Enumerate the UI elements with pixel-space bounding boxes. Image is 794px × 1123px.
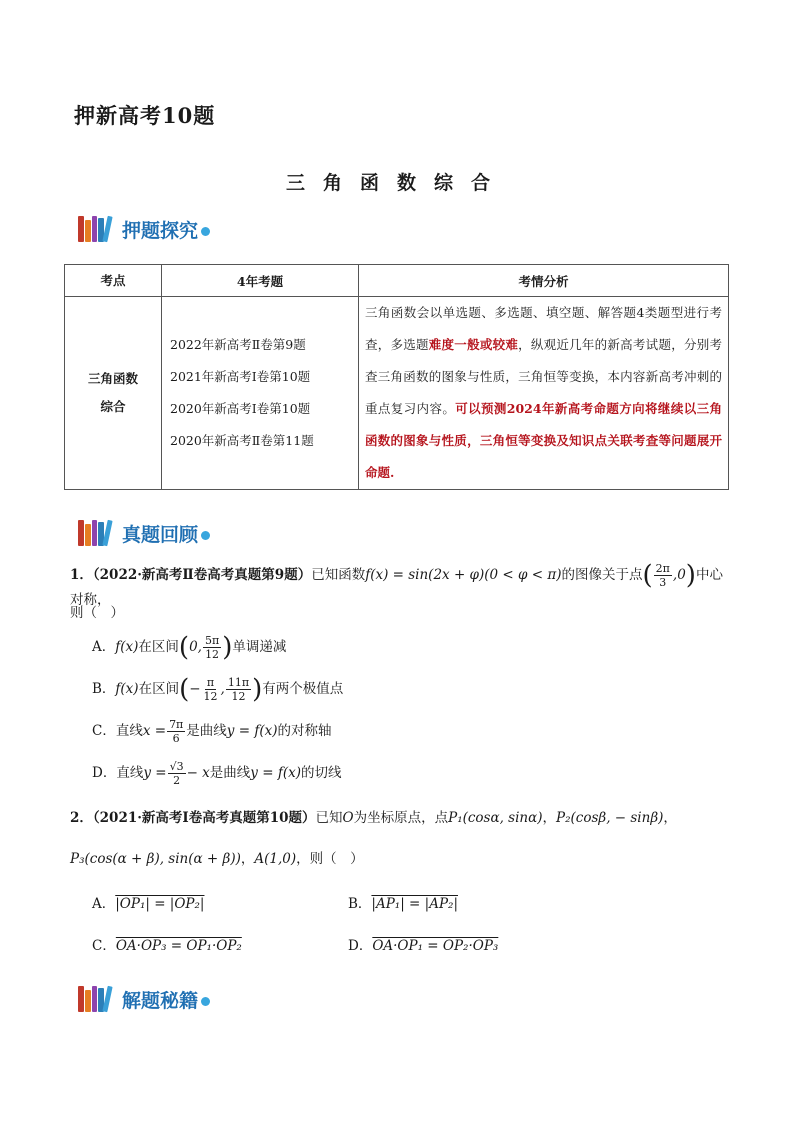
- stem-text: ，: [240, 851, 255, 867]
- section-dot-icon: [201, 997, 210, 1006]
- year-item: 2022年新高考Ⅱ卷第9题: [170, 337, 306, 352]
- question-1-stem-end: 则（ ）: [70, 605, 124, 621]
- option-label: B．: [348, 896, 372, 912]
- exam-analysis-table: [64, 264, 729, 490]
- function-expression: f(x) = sin(2x + φ)(0 < φ < π): [365, 567, 562, 583]
- fraction-denominator: 12: [231, 690, 246, 703]
- math-expr: y = f(x): [226, 723, 278, 739]
- option-label: D．: [348, 938, 373, 954]
- fraction: [202, 676, 220, 703]
- analysis-red-2: 可以预测2024年新高考命题方向将继续以三角函数的图象与性质，三角恒等变换及知识点关联考查等问题展开命题.: [365, 401, 722, 480]
- option-text: 是曲线: [186, 723, 227, 739]
- fraction-numerator: √3: [169, 760, 184, 773]
- stem-text: ，: [542, 810, 557, 826]
- stem-text: 已知: [315, 810, 343, 826]
- topic-line1: 三角函数: [87, 371, 138, 386]
- fraction-numerator: 5π: [204, 634, 220, 647]
- math-expr: |OP₁| = |OP₂|: [115, 896, 205, 912]
- fraction-numerator: π: [206, 676, 215, 689]
- fraction-denominator: 6: [172, 732, 180, 745]
- table-header-row: [65, 265, 729, 297]
- fraction-numerator: 2π: [655, 562, 670, 575]
- q2-option-a[interactable]: [92, 892, 204, 912]
- math-expr: f(x): [115, 681, 139, 697]
- math-expr: |AP₁| = |AP₂|: [371, 896, 458, 912]
- section-explore-heading: [78, 214, 210, 244]
- fraction-numerator: 11π: [227, 676, 250, 689]
- document-title: 押新高考10题: [74, 103, 216, 128]
- document-subtitle: 三角函数综合: [285, 172, 508, 194]
- q2-option-d[interactable]: [348, 934, 498, 954]
- fraction-denominator: 12: [203, 690, 218, 703]
- analysis-cell: [359, 297, 729, 490]
- section-dot-icon: [201, 531, 210, 540]
- table-header-years: 4年考题: [162, 265, 359, 297]
- section-secrets-heading: [78, 984, 210, 1014]
- math-expr: − x: [186, 765, 210, 781]
- section-explore-label: 押题探究: [122, 219, 199, 242]
- books-icon: [78, 984, 120, 1014]
- topic-cell: [65, 297, 162, 490]
- years-cell: [162, 297, 359, 490]
- option-text: 有两个极值点: [262, 681, 344, 697]
- fraction: [226, 676, 251, 703]
- table-row: [65, 297, 729, 490]
- question-source: （2022·新高考Ⅱ卷高考真题第9题）: [92, 567, 312, 583]
- table-header-topic: 考点: [65, 265, 162, 297]
- math-expr: y = f(x): [250, 765, 301, 781]
- q1-option-c[interactable]: [92, 718, 331, 745]
- question-2-stem: [70, 807, 730, 829]
- math-expr: OA·OP₁ = OP₂·OP₃: [372, 938, 499, 954]
- math-expr: ,: [220, 681, 225, 697]
- stem-text: ，: [663, 810, 677, 826]
- math-expr: P₁(cosα, sinα): [448, 810, 543, 826]
- math-expr: 0,: [189, 639, 202, 655]
- point-fraction: [654, 562, 672, 589]
- question-source: （2021·新高考Ⅰ卷高考真题第10题）: [92, 810, 316, 826]
- fraction: [203, 634, 221, 661]
- books-icon: [78, 518, 120, 548]
- analysis-red-1: 难度一般或较难: [428, 337, 519, 352]
- table-header-analysis: 考情分析: [359, 265, 729, 297]
- option-text: 的切线: [300, 765, 342, 781]
- q2-option-c[interactable]: [92, 934, 242, 954]
- option-text: 单调递减: [232, 639, 287, 655]
- topic-line2: 综合: [100, 399, 126, 414]
- section-dot-icon: [201, 227, 210, 236]
- section-review-label: 真题回顾: [122, 523, 199, 546]
- math-expr: y =: [143, 765, 167, 781]
- option-label: C．: [92, 723, 116, 739]
- year-item: 2020年新高考Ⅱ卷第11题: [170, 433, 314, 448]
- section-review-heading: [78, 518, 210, 548]
- stem-text: 为坐标原点，点: [353, 810, 449, 826]
- fraction: [167, 718, 185, 745]
- math-expr: OA·OP₃ = OP₁·OP₂: [115, 938, 242, 954]
- math-expr: P₃(cos(α + β), sin(α + β)): [70, 851, 241, 867]
- stem-text: 已知函数: [311, 567, 366, 583]
- question-number: 1．: [70, 567, 93, 583]
- question-number: 2．: [70, 810, 93, 826]
- math-expr: A(1,0): [254, 851, 297, 867]
- stem-text: 中心对称，: [70, 567, 723, 608]
- fraction-denominator: 3: [659, 576, 667, 589]
- year-item: 2020年新高考Ⅰ卷第10题: [170, 401, 311, 416]
- q1-option-b[interactable]: B．f(x)在区间(− $\frac{\pi}{12}$ , $\frac{11\pi}{12}$ )有两个极值点: [92, 674, 344, 705]
- option-label: A．: [92, 896, 116, 912]
- stem-text: 的图像关于点: [561, 567, 643, 583]
- option-text: 是曲线: [209, 765, 251, 781]
- option-label: A．: [92, 639, 116, 655]
- fraction: [168, 760, 186, 787]
- math-expr: −: [189, 681, 201, 697]
- option-label: D．: [92, 765, 117, 781]
- q2-option-b[interactable]: [348, 892, 458, 912]
- question-2-stem-line2: [70, 848, 364, 870]
- question-1-stem: 1．（2022·新高考Ⅱ卷高考真题第9题）已知函数f(x) = sin(2x + φ)(0 < φ < π)的图像关于点( $\frac{2\pi}{3}$ ,0)中心对称，: [70, 560, 723, 608]
- option-text: 的对称轴: [277, 723, 332, 739]
- math-expr: O: [342, 810, 354, 826]
- math-expr: P₂(cosβ, − sinβ): [556, 810, 664, 826]
- stem-text: ，则（ ）: [296, 851, 364, 867]
- math-expr: f(x): [115, 639, 139, 655]
- books-icon: [78, 214, 120, 244]
- math-expr: x =: [142, 723, 167, 739]
- fraction-denominator: 12: [205, 648, 220, 661]
- option-text: 在区间: [138, 681, 180, 697]
- option-text: 在区间: [138, 639, 179, 655]
- analysis-text-b: ，纵观近几年的新高考试题，分别考查三角函数的图象与性质，三角恒等变换，本内容新高考冲刺的重点复习内容。: [365, 337, 722, 416]
- option-text: 直线: [115, 723, 143, 739]
- q1-option-a[interactable]: A．f(x)在区间(0, $\frac{5\pi}{12}$ )单调递减: [92, 632, 287, 663]
- q1-option-d[interactable]: [92, 760, 341, 787]
- year-item: 2021年新高考Ⅰ卷第10题: [170, 369, 311, 384]
- option-label: B．: [92, 681, 116, 697]
- fraction-numerator: 7π: [169, 718, 184, 731]
- section-secrets-label: 解题秘籍: [122, 989, 199, 1012]
- fraction-denominator: 2: [173, 774, 181, 787]
- option-label: C．: [92, 938, 116, 954]
- analysis-text-a: 三角函数会以单选题、多选题、填空题、解答题4类题型进行考查，多选题: [365, 305, 722, 352]
- point-rest: ,0: [672, 567, 686, 583]
- option-text: 直线: [116, 765, 144, 781]
